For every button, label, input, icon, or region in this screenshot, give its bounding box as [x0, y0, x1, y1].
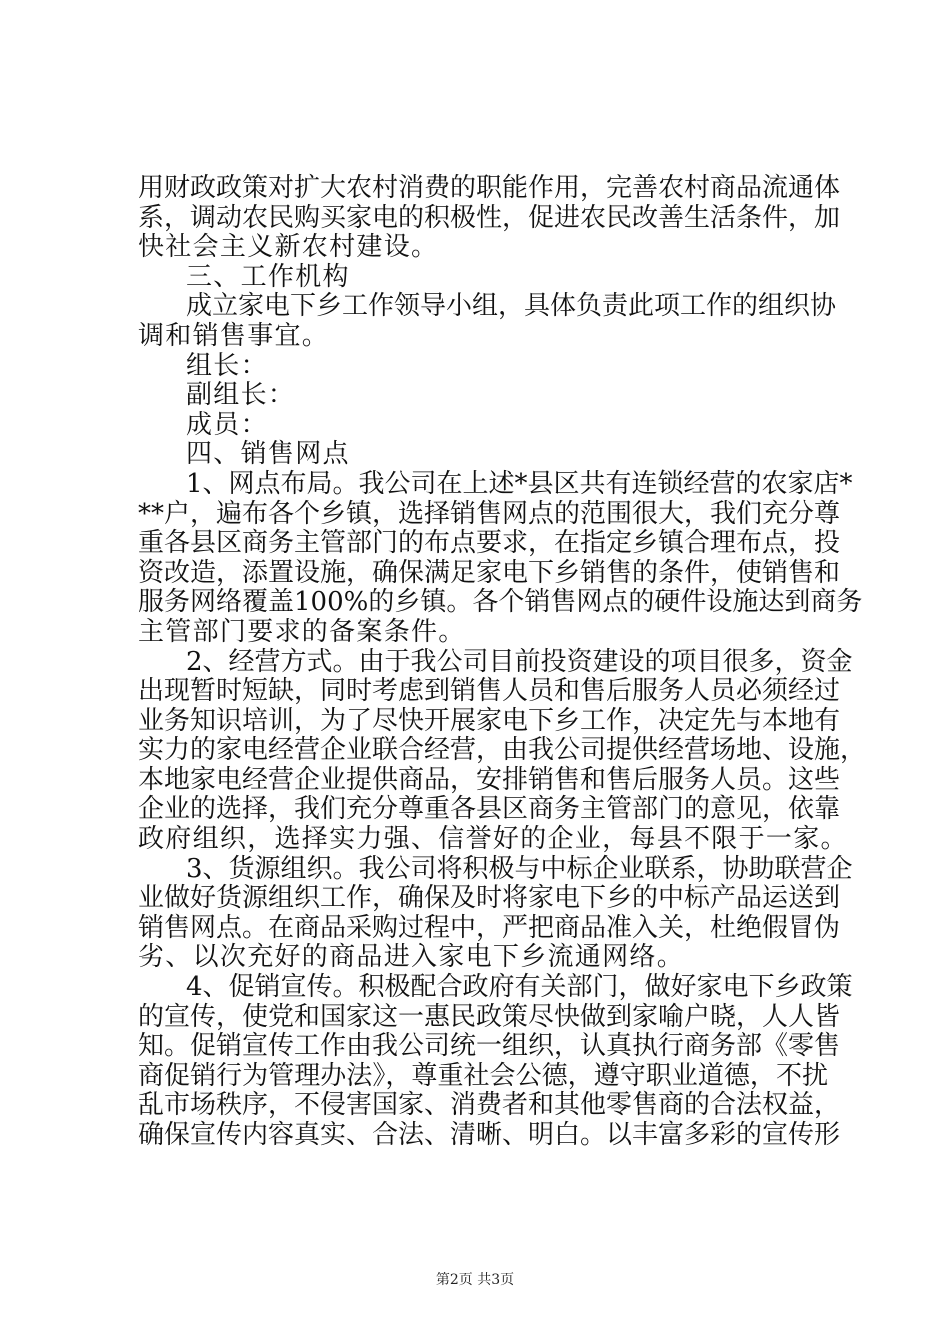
- text-line: **户，遍布各个乡镇，选择销售网点的范围很大，我们充分尊: [138, 498, 841, 529]
- text-line: 知。促销宣传工作由我公司统一组织，认真执行商务部《零售: [138, 1031, 841, 1062]
- text-line: 资改造，添置设施，确保满足家电下乡销售的条件，使销售和: [138, 557, 841, 588]
- text-line: 主管部门要求的备案条件。: [138, 616, 466, 647]
- text-line: 调和销售事宜。: [138, 320, 330, 351]
- text-line: 四、销售网点: [186, 439, 350, 470]
- text-line: 政府组织，选择实力强、信誉好的企业，每县不限于一家。: [138, 824, 848, 855]
- text-line: 重各县区商务主管部门的布点要求，在指定乡镇合理布点，投: [138, 528, 841, 559]
- text-line: 组长：: [186, 350, 268, 381]
- text-line: 乱市场秩序，不侵害国家、消费者和其他零售商的合法权益，: [138, 1090, 841, 1121]
- text-line: 销售网点。在商品采购过程中，严把商品准入关，杜绝假冒伪: [138, 912, 841, 943]
- text-line: 3、货源组织。我公司将积极与中标企业联系，协助联营企: [186, 853, 853, 884]
- document-body: [138, 173, 867, 1151]
- text-line: 业做好货源组织工作，确保及时将家电下乡的中标产品运送到: [138, 883, 841, 914]
- text-line: 系，调动农民购买家电的积极性，促进农民改善生活条件，加: [138, 202, 841, 233]
- text-line: 出现暂时短缺，同时考虑到销售人员和售后服务人员必须经过: [138, 676, 841, 707]
- text-line: 企业的选择，我们充分尊重各县区商务主管部门的意见，依靠: [138, 794, 841, 825]
- text-line: 快社会主义新农村建设。: [138, 232, 439, 263]
- text-line: 成立家电下乡工作领导小组，具体负责此项工作的组织协: [186, 291, 837, 322]
- text-line: 劣、以次充好的商品进入家电下乡流通网络。: [138, 942, 685, 973]
- page-footer: 第2页 共3页: [435, 1272, 515, 1288]
- text-line: 2、经营方式。由于我公司目前投资建设的项目很多，资金: [186, 646, 853, 677]
- text-line: 副组长：: [186, 380, 296, 411]
- text-line: 的宣传，使党和国家这一惠民政策尽快做到家喻户晓，人人皆: [138, 1001, 841, 1032]
- text-line: 4、促销宣传。积极配合政府有关部门，做好家电下乡政策: [186, 972, 853, 1003]
- text-line: 实力的家电经营企业联合经营，由我公司提供经营场地、设施，: [138, 735, 867, 766]
- text-line: 三、工作机构: [186, 261, 350, 292]
- text-line: 1、网点布局。我公司在上述*县区共有连锁经营的农家店*: [186, 468, 853, 499]
- text-line: 业务知识培训，为了尽快开展家电下乡工作，决定先与本地有: [138, 705, 841, 736]
- text-line: 确保宣传内容真实、合法、清晰、明白。以丰富多彩的宣传形: [138, 1120, 841, 1150]
- text-line: 商促销行为管理办法》，尊重社会公德，遵守职业道德，不扰: [138, 1060, 828, 1091]
- text-line: 本地家电经营企业提供商品，安排销售和售后服务人员。这些: [138, 764, 841, 795]
- text-line: 成员：: [186, 409, 268, 440]
- text-line: 服务网络覆盖100%的乡镇。各个销售网点的硬件设施达到商务: [138, 587, 863, 618]
- text-line: 用财政政策对扩大农村消费的职能作用，完善农村商品流通体: [138, 173, 841, 203]
